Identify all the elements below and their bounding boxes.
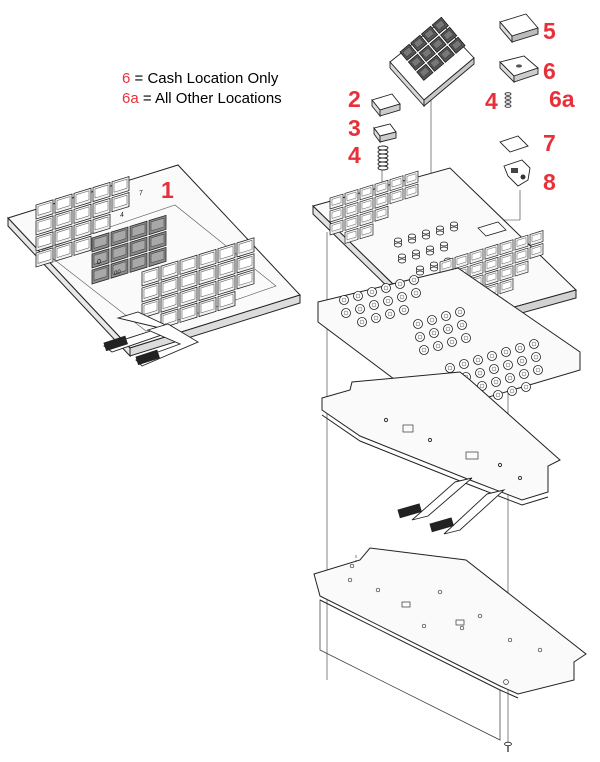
legend-item-cash: 6 = Cash Location Only: [122, 70, 279, 87]
assembled-keyboard: [8, 165, 300, 366]
callout-1: 1: [161, 177, 174, 203]
callout-4-left: 4: [348, 142, 361, 168]
callout-8: 8: [543, 169, 556, 195]
single-key-parts: [372, 94, 400, 170]
callout-4-right: 4: [485, 88, 498, 114]
base-plate: [314, 548, 586, 752]
callout-7: 7: [543, 130, 556, 156]
key-4: 4: [120, 210, 124, 220]
lock-key-parts: [500, 14, 538, 186]
callout-6a: 6a: [549, 86, 575, 112]
spring-icon: [378, 146, 388, 170]
screw-icon: [505, 742, 512, 752]
key-00: 00: [114, 268, 121, 278]
top-numeric-keypad: [390, 17, 474, 106]
key-7: 7: [139, 188, 143, 198]
legend-item-other: 6a = All Other Locations: [122, 90, 282, 107]
callout-6: 6: [543, 58, 556, 84]
location-legend: [122, 69, 282, 109]
key-0: 0: [97, 257, 101, 267]
callout-2: 2: [348, 86, 361, 112]
callout-5: 5: [543, 18, 556, 44]
membrane-circuit-sheet: [322, 372, 560, 534]
callout-3: 3: [348, 115, 361, 141]
